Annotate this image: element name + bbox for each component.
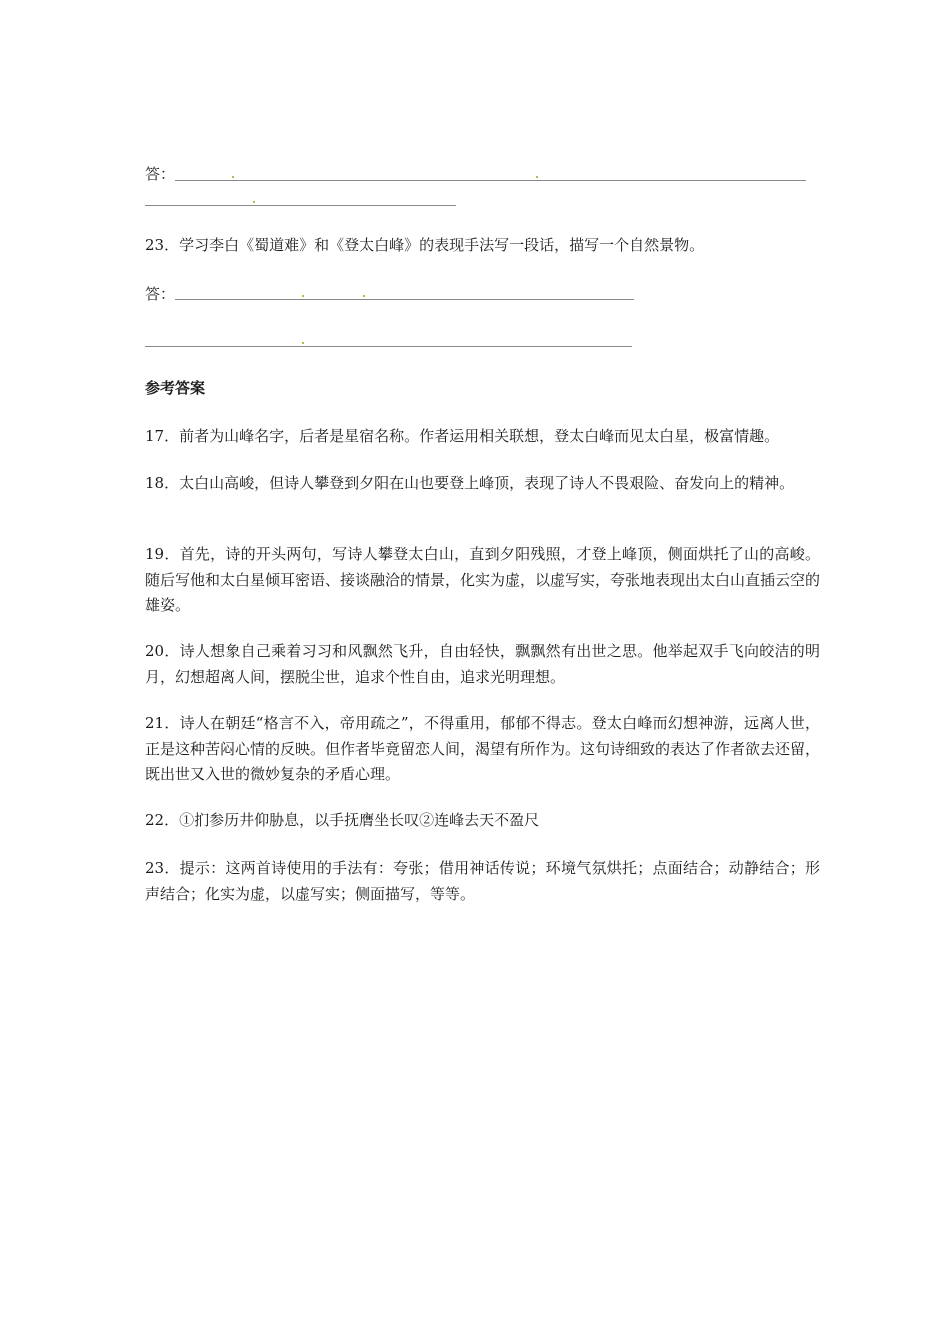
green-mark xyxy=(302,342,304,344)
answer-item-20: 20．诗人想象自己乘着习习和风飘然飞升，自由轻快，飘飘然有出世之思。他举起双手飞向皎洁的明月，幻想超离人间，摆脱尘世，追求个性自由，追求光明理想。 xyxy=(145,642,820,686)
reference-heading: 参考答案 xyxy=(145,379,206,397)
answer-label-23: 答： xyxy=(145,285,176,303)
answer-item-21: 21．诗人在朝廷“格言不入，帝用疏之”，不得重用，郁郁不得志。登太白峰而幻想神游，远离人世，正是这种苦闷心情的反映。但作者毕竟留恋人间，渴望有所作为。这句诗细致的表达了作者欲去还留，既出世又入世的微妙复杂的矛盾心理。 xyxy=(145,714,821,783)
answer-line-22-1[interactable] xyxy=(175,180,806,181)
answer-label-22: 答： xyxy=(145,165,176,183)
green-mark xyxy=(302,295,304,297)
question-23: 23．学习李白《蜀道难》和《登太白峰》的表现手法写一段话，描写一个自然景物。 xyxy=(145,236,705,254)
green-mark xyxy=(536,176,538,178)
answer-item-22: 22．①扪参历井仰胁息，以手抚膺坐长叹②连峰去天不盈尺 xyxy=(145,811,540,829)
green-mark xyxy=(253,201,255,203)
answer-item-17: 17．前者为山峰名字，后者是星宿名称。作者运用相关联想，登太白峰而见太白星，极富情趣。 xyxy=(145,427,780,445)
answer-item-23: 23．提示：这两首诗使用的手法有：夸张；借用神话传说；环境气氛烘托；点面结合；动静结合；形声结合；化实为虚，以虚写实；侧面描写，等等。 xyxy=(145,859,820,903)
green-mark xyxy=(363,295,365,297)
answer-item-19: 19．首先，诗的开头两句，写诗人攀登太白山，直到夕阳残照，才登上峰顶，侧面烘托了山的高峻。随后写他和太白星倾耳密语、接谈融洽的情景，化实为虚，以虚写实，夸张地表现出太白山直插云空的雄姿。 xyxy=(145,545,821,614)
answer-line-23-1[interactable] xyxy=(175,299,634,300)
green-mark xyxy=(232,176,234,178)
answer-line-22-2[interactable] xyxy=(145,205,456,206)
answer-item-18: 18．太白山高峻，但诗人攀登到夕阳在山也要登上峰顶，表现了诗人不畏艰险、奋发向上的精神。 xyxy=(145,474,795,492)
answer-line-23-2[interactable] xyxy=(145,346,632,347)
